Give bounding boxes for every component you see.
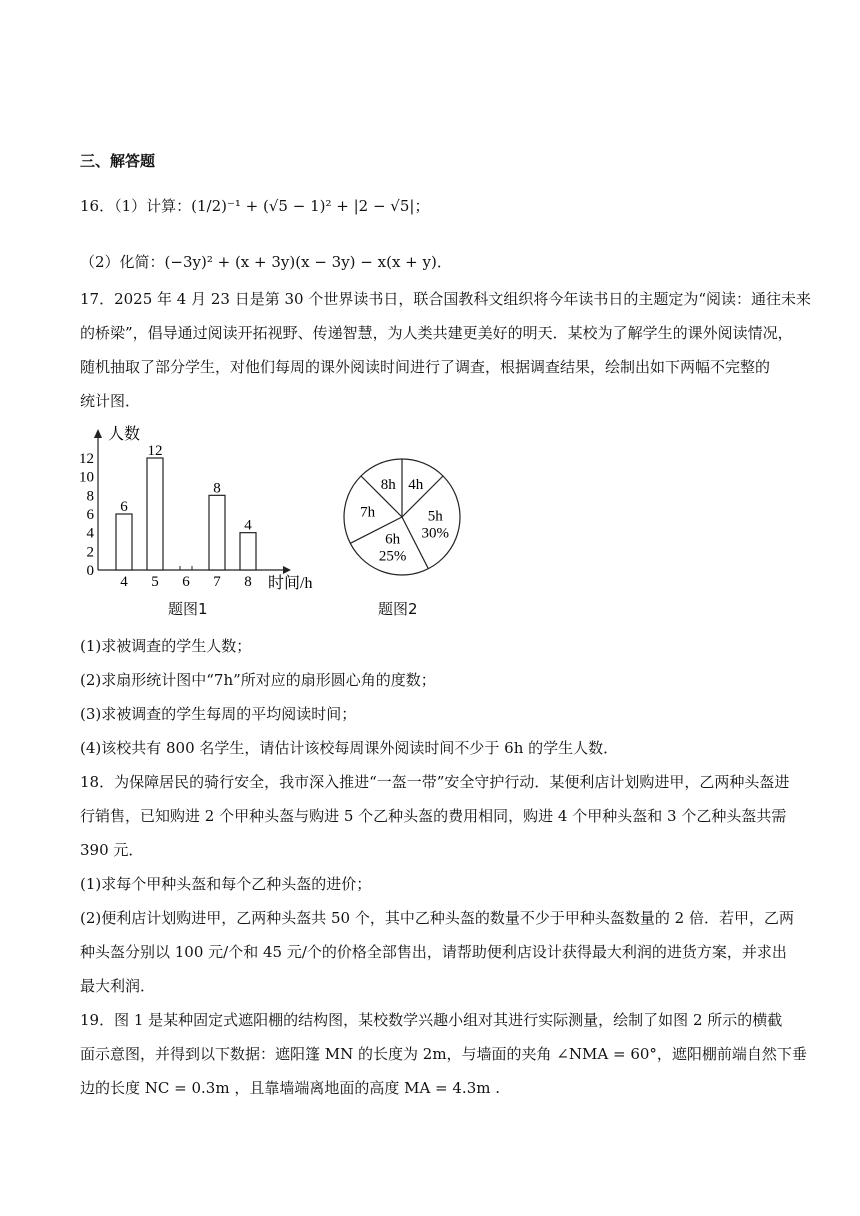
x-tick-label: 7 bbox=[213, 574, 221, 590]
y-tick-label: 4 bbox=[86, 525, 94, 542]
x-tick-label: 8 bbox=[244, 574, 252, 590]
x-tick-label: 4 bbox=[120, 574, 128, 590]
fig1-caption: 题图1 bbox=[168, 600, 208, 618]
fig2-caption: 题图2 bbox=[378, 600, 418, 618]
y-axis-title: 人数 bbox=[108, 426, 141, 443]
q16-part2 bbox=[80, 252, 452, 272]
q17-line: 随机抽取了部分学生，对他们每周的课外阅读时间进行了调查，根据调查结果，绘制出如下两幅不完整的 bbox=[80, 358, 771, 376]
q18-line: (2)便利店计划购进甲，乙两种头盔共 50 个，其中乙种头盔的数量不少于甲种头盔数量的 2 倍．若甲，乙两 bbox=[80, 909, 794, 927]
bar-chart bbox=[78, 420, 338, 600]
q17-line: 统计图． bbox=[80, 392, 141, 410]
pie-slice-label: 5h bbox=[427, 508, 443, 525]
pie-slice-percent: 25% bbox=[378, 548, 407, 565]
bar bbox=[240, 533, 256, 570]
x-axis-arrow bbox=[283, 566, 291, 574]
q19-line: 边的长度 NC = 0.3m ，且靠墙端离地面的高度 MA = 4.3m . bbox=[80, 1079, 501, 1097]
y-tick-label: 12 bbox=[79, 451, 94, 467]
pie-slice-label: 8h bbox=[380, 476, 396, 493]
q17-sub-2: (2)求扇形统计图中“7h”所对应的扇形圆心角的度数； bbox=[80, 671, 436, 689]
q19-line: 19．图 1 是某种固定式遮阳棚的结构图，某校数学兴趣小组对其进行实际测量，绘制了如图 2 所示的横截 bbox=[80, 1011, 783, 1029]
q17-sub-4: (4)该校共有 800 名学生，请估计该校每周课外阅读时间不少于 6h 的学生人数． bbox=[80, 739, 619, 757]
x-tick-label: 6 bbox=[182, 574, 190, 590]
q17-line: 的桥梁”，倡导通过阅读开拓视野、传递智慧，为人类共建更美好的明天．某校为了解学生的课外阅读情况， bbox=[80, 324, 793, 342]
q19-line: 面示意图，并得到以下数据：遮阳篷 MN 的长度为 2m，与墙面的夹角 ∠NMA = 60°，遮阳棚前端自然下垂 bbox=[80, 1045, 807, 1063]
pie-slice-label: 7h bbox=[360, 504, 376, 521]
pie-chart bbox=[338, 455, 468, 580]
bar bbox=[209, 495, 225, 570]
bar-data-label: 8 bbox=[213, 480, 221, 497]
q16-part2-text: （2）化简：(−3y)² + (x + 3y)(x − 3y) − x(x + y)． bbox=[80, 253, 452, 271]
q18-line: 行销售，已知购进 2 个甲种头盔与购进 5 个乙种头盔的费用相同，购进 4 个甲种头盔和 3 个乙种头盔共需 bbox=[80, 807, 787, 825]
bar bbox=[147, 458, 163, 570]
q17-sub-1: (1)求被调查的学生人数； bbox=[80, 637, 252, 655]
q18-line: 18．为保障居民的骑行安全，我市深入推进“一盔一带”安全守护行动．某便利店计划购进甲，乙两种头盔进 bbox=[80, 773, 790, 791]
q18-line: 最大利润． bbox=[80, 977, 156, 995]
x-tick-label: 5 bbox=[151, 574, 159, 590]
bar bbox=[116, 514, 132, 570]
bar-data-label: 6 bbox=[120, 499, 128, 515]
q18-line: 390 元． bbox=[80, 841, 144, 859]
y-tick-label: 2 bbox=[86, 544, 94, 561]
q16-part1 bbox=[80, 196, 429, 216]
bar-data-label: 12 bbox=[147, 443, 163, 459]
section-title: 三、解答题 bbox=[80, 152, 156, 170]
y-axis-arrow bbox=[94, 429, 102, 438]
pie-slice-label: 4h bbox=[408, 476, 424, 493]
y-tick-label: 6 bbox=[86, 507, 94, 523]
pie-slice-label: 6h bbox=[385, 531, 401, 548]
q17-line: 17．2025 年 4 月 23 日是第 30 个世界读书日，联合国教科文组织将今年读书日的主题定为“阅读：通往未来 bbox=[80, 290, 812, 308]
y-tick-label: 0 bbox=[86, 563, 94, 579]
pie-slice-percent: 30% bbox=[421, 525, 449, 542]
q17-sub-3: (3)求被调查的学生每周的平均阅读时间； bbox=[80, 705, 357, 723]
bar-data-label: 4 bbox=[244, 517, 252, 534]
y-tick-label: 10 bbox=[79, 469, 94, 486]
q16-part1-text: 16．（1）计算：(1/2)⁻¹ + (√5 − 1)² + |2 − √5|； bbox=[80, 197, 430, 215]
y-tick-label: 8 bbox=[86, 488, 94, 505]
q18-line: 种头盔分别以 100 元/个和 45 元/个的价格全部售出，请帮助便利店设计获得最大利润的进货方案，并求出 bbox=[80, 943, 787, 961]
x-axis-title: 时间/h bbox=[268, 575, 313, 592]
q18-line: (1)求每个甲种头盔和每个乙种头盔的进价； bbox=[80, 875, 372, 893]
